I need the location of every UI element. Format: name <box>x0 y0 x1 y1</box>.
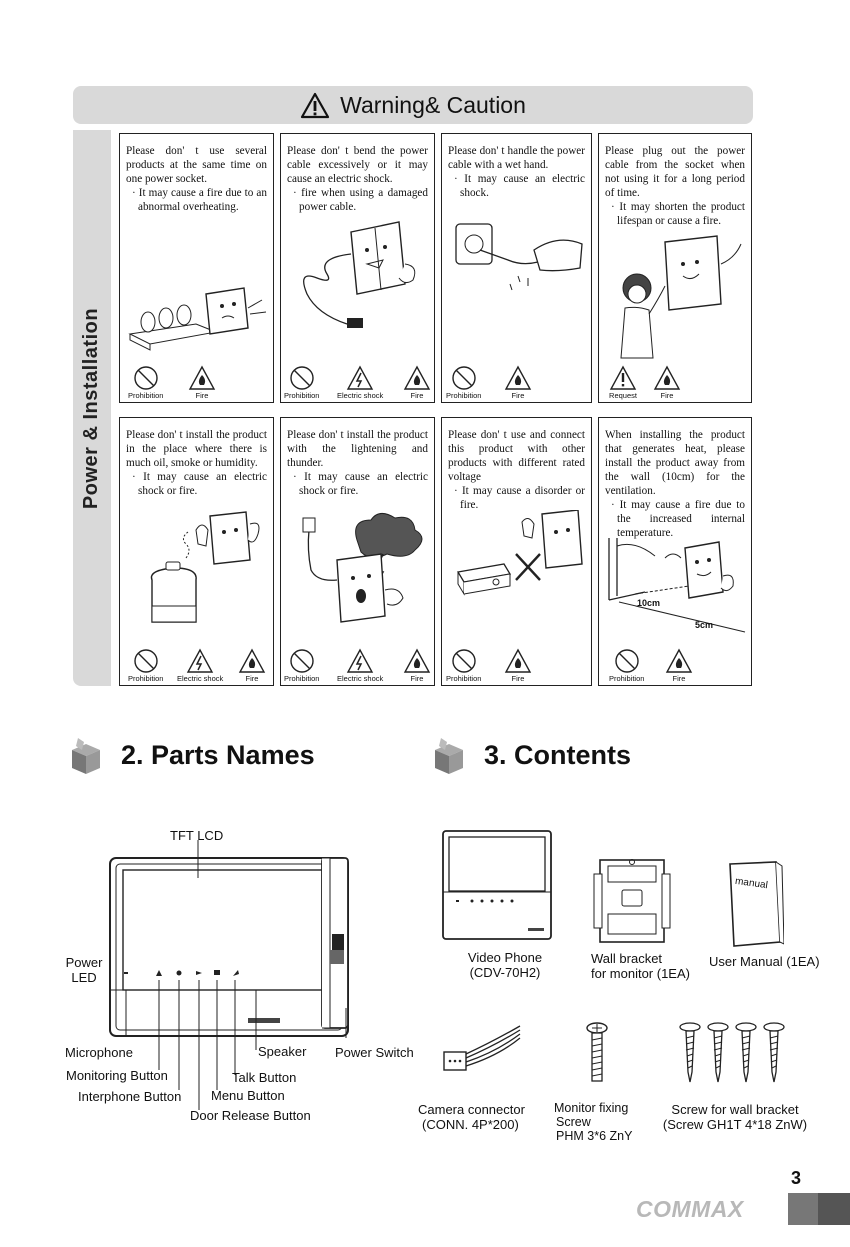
icon-group-prohibition: Prohibition <box>128 648 163 683</box>
electric-shock-icon <box>346 648 374 674</box>
card-note: · It may cause a disorder or fire. <box>454 485 585 511</box>
request-warning-icon <box>609 365 637 391</box>
fire-warning-icon <box>665 648 693 674</box>
icon-group-fire: Fire <box>504 365 532 400</box>
video-phone-illustration <box>442 830 556 940</box>
label-speaker: Speaker <box>258 1044 307 1059</box>
manual-cover-text: manual <box>734 875 769 892</box>
parts-diagram <box>60 840 430 1130</box>
icon-group-prohibition: Prohibition <box>284 648 319 683</box>
icon-group-request: Request <box>609 365 637 400</box>
fire-warning-icon <box>403 365 431 391</box>
electric-shock-icon <box>186 648 214 674</box>
label-power-led: Power LED <box>65 955 103 985</box>
icon-group-fire: Fire <box>403 648 431 683</box>
fire-warning-icon <box>653 365 681 391</box>
prohibition-icon <box>451 648 477 674</box>
warning-triangle-icon <box>300 92 330 119</box>
label-camera-connector: Camera connector (CONN. 4P*200) <box>418 1102 525 1132</box>
card-note: · It may cause an electric shock. <box>454 173 585 199</box>
dim-label-10cm: 10cm <box>637 598 661 608</box>
icon-group-fire: Fire <box>665 648 693 683</box>
card-text: Please plug out the power cable from the socket when not using it for a long period of time. <box>605 145 745 199</box>
card-text: Please don' t use several products at the same time on one power socket. <box>126 145 267 185</box>
card-text: Please don' t install the product with the lightening and thunder. <box>287 429 428 469</box>
unplug-illustration <box>605 234 747 362</box>
caution-card-6 <box>280 417 435 686</box>
prohibition-icon <box>133 648 159 674</box>
label-microphone: Microphone <box>65 1045 133 1060</box>
fire-warning-icon <box>188 365 216 391</box>
screw-2 <box>708 1023 728 1082</box>
wall-bracket-illustration <box>592 854 672 946</box>
power-strip-illustration <box>126 284 268 354</box>
caution-card-7 <box>441 417 592 686</box>
page-number: 3 <box>791 1168 802 1188</box>
warning-title-text: Warning& Caution <box>340 91 526 118</box>
user-manual-illustration <box>726 860 784 948</box>
prohibition-icon <box>289 365 315 391</box>
card-text: Please don' t use and connect this product with other products with different rated voltage <box>448 429 585 483</box>
prohibition-icon <box>451 365 477 391</box>
label-interphone-button: Interphone Button <box>78 1089 182 1104</box>
warning-header-bar <box>73 86 753 124</box>
label-talk-button: Talk Button <box>232 1070 297 1085</box>
caution-card-4 <box>598 133 752 403</box>
label-monitoring-button: Monitoring Button <box>66 1068 168 1083</box>
label-tft-lcd: TFT LCD <box>170 828 224 843</box>
label-wall-bracket-screws: Screw for wall bracket (Screw GH1T 4*18 ZnW) <box>662 1102 808 1132</box>
wet-hand-illustration <box>448 214 586 314</box>
icon-group-fire: Fire <box>238 648 266 683</box>
prohibition-icon <box>289 648 315 674</box>
contents-title: 3. Contents <box>484 740 632 770</box>
fire-warning-icon <box>238 648 266 674</box>
icon-group-fire: Fire <box>653 365 681 400</box>
label-door-release-button: Door Release Button <box>190 1108 311 1123</box>
icon-group-electric-shock: Electric shock <box>177 648 223 683</box>
fire-warning-icon <box>504 365 532 391</box>
ventilation-illustration <box>605 536 747 636</box>
parts-cube-icon <box>68 736 104 776</box>
rated-voltage-illustration <box>448 510 586 610</box>
electric-shock-icon <box>346 365 374 391</box>
icon-group-prohibition: Prohibition <box>446 365 481 400</box>
commax-logo: COMMAX <box>636 1196 744 1222</box>
label-video-phone: Video Phone (CDV-70H2) <box>467 950 543 980</box>
screw-1 <box>680 1023 700 1082</box>
prohibition-icon <box>614 648 640 674</box>
humidity-illustration <box>126 510 268 630</box>
icon-group-prohibition: Prohibition <box>128 365 163 400</box>
warning-title <box>73 86 753 124</box>
screw-3 <box>736 1023 756 1082</box>
wall-bracket-screws-illustration <box>678 1022 790 1084</box>
icon-group-prohibition: Prohibition <box>446 648 481 683</box>
label-wall-bracket: Wall bracket for monitor (1EA) <box>591 951 690 981</box>
icon-group-electric-shock: Electric shock <box>337 648 383 683</box>
card-text: Please don' t handle the power cable with a wet hand. <box>448 145 585 171</box>
dim-label-5cm: 5cm <box>695 620 714 630</box>
camera-connector-illustration <box>442 1022 522 1082</box>
caution-card-2 <box>280 133 435 403</box>
bent-cable-illustration <box>287 214 429 354</box>
card-note: · It may cause an electric shock or fire. <box>293 471 428 497</box>
card-note: · It may cause an electric shock or fire. <box>132 471 267 497</box>
caution-card-8 <box>598 417 752 686</box>
prohibition-icon <box>133 365 159 391</box>
card-note: · fire when using a damaged power cable. <box>293 187 428 213</box>
footer-bar-dark <box>818 1193 850 1225</box>
caution-card-5 <box>119 417 274 686</box>
contents-cube-icon <box>431 736 467 776</box>
card-text: When installing the product that generates heat, please install the product away from the wall (10cm) for the ventilation. <box>605 429 745 497</box>
label-menu-button: Menu Button <box>211 1088 285 1103</box>
monitor-fixing-screw-illustration <box>585 1022 609 1084</box>
card-text: Please don' t bend the power cable excessively or it may cause an electric shock. <box>287 145 428 185</box>
label-monitor-fixing-screw: Monitor fixing Screw PHM 3*6 ZnY <box>554 1101 633 1143</box>
card-note: · It may cause a fire due to an abnormal overheating. <box>132 187 267 213</box>
caution-card-3 <box>441 133 592 403</box>
parts-names-title: 2. Parts Names <box>121 740 315 770</box>
side-label-text: Power & Installation <box>80 307 103 509</box>
label-user-manual: User Manual (1EA) <box>709 954 820 969</box>
icon-group-fire: Fire <box>403 365 431 400</box>
icon-group-fire: Fire <box>504 648 532 683</box>
caution-card-1 <box>119 133 274 403</box>
card-text: Please don' t install the product in the place where there is much oil, smoke or humidity. <box>126 429 267 469</box>
thunder-illustration <box>287 510 429 630</box>
card-note: · It may cause a fire due to the increased internal temperature. <box>611 499 745 539</box>
fire-warning-icon <box>504 648 532 674</box>
label-power-switch: Power Switch <box>335 1045 414 1060</box>
icon-group-electric-shock: Electric shock <box>337 365 383 400</box>
side-label <box>73 130 111 686</box>
icon-group-fire: Fire <box>188 365 216 400</box>
icon-group-prohibition: Prohibition <box>284 365 319 400</box>
fire-warning-icon <box>403 648 431 674</box>
card-note: · It may shorten the product lifespan or cause a fire. <box>611 201 745 227</box>
icon-group-prohibition: Prohibition <box>609 648 644 683</box>
screw-4 <box>764 1023 784 1082</box>
